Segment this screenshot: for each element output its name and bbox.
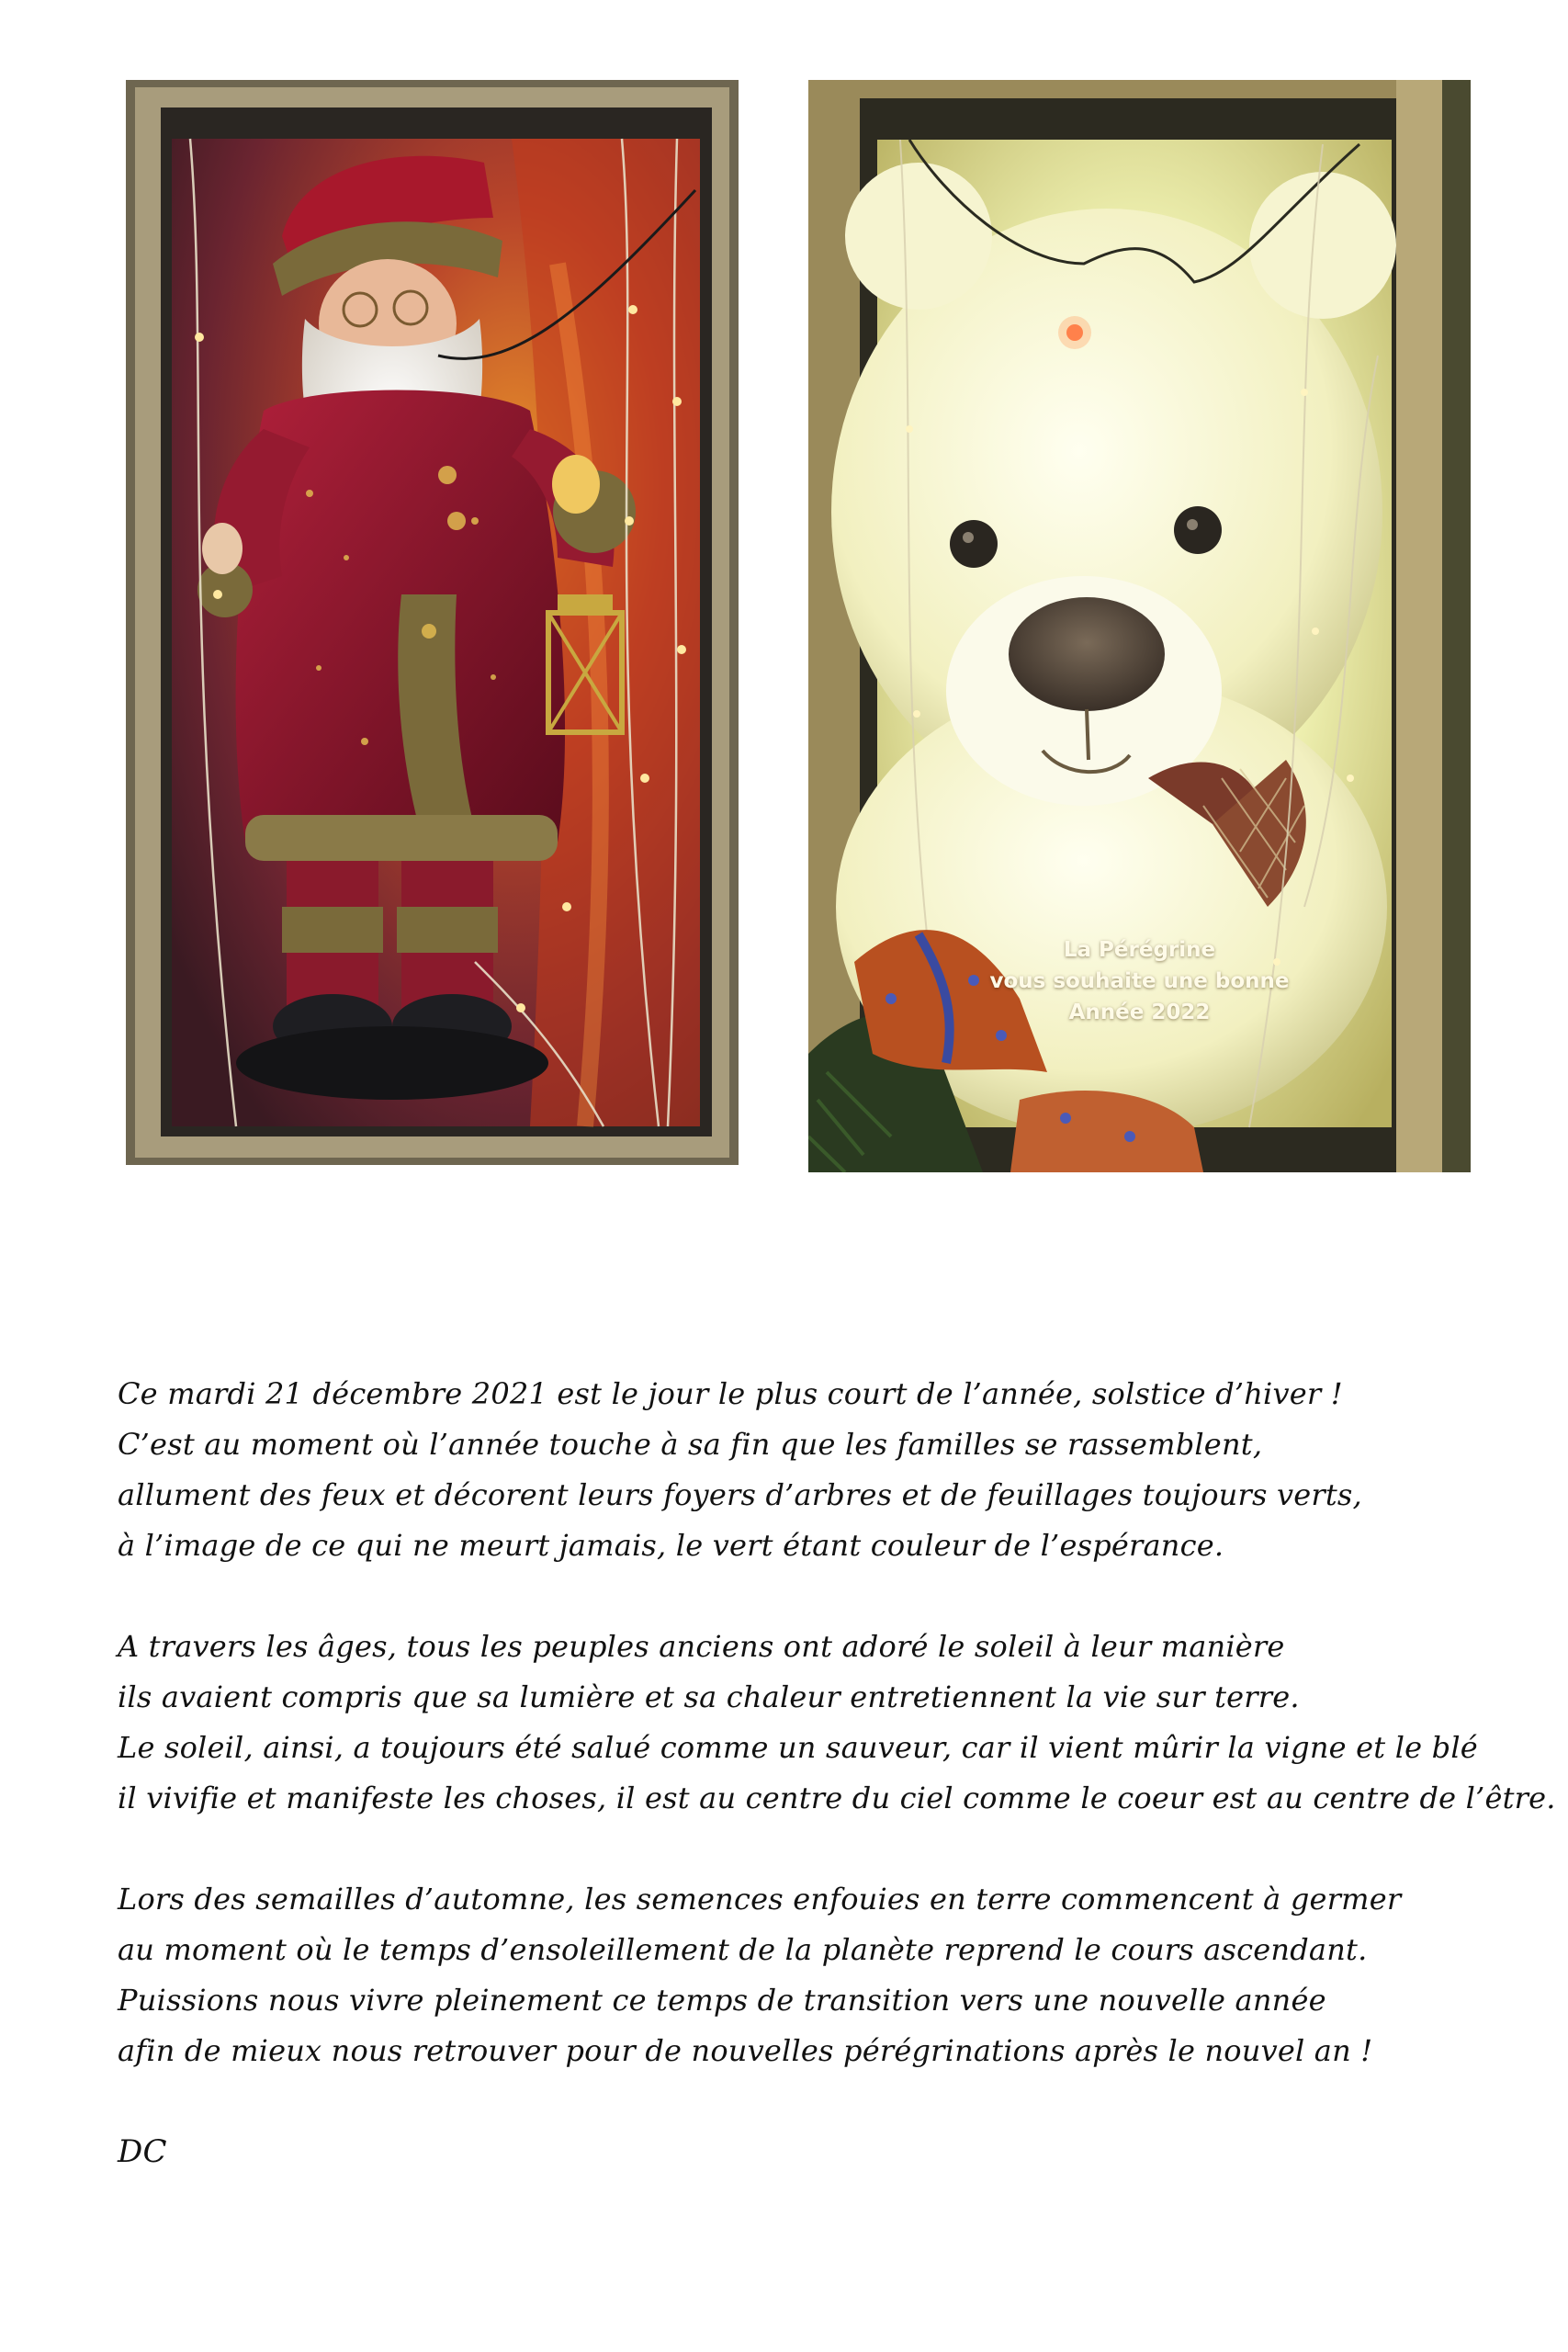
paragraph-solstice: [118, 1369, 1514, 1571]
text-line: A travers les âges, tous les peuples anciens ont adoré le soleil à leur manière: [118, 1629, 1285, 1664]
greeting-line: Année 2022: [1068, 1001, 1211, 1024]
letter-body: [118, 1369, 1556, 2177]
text-line: au moment où le temps d’ensoleillement de la planète reprend le cours ascendant.: [118, 1932, 1368, 1967]
signature: DC: [118, 2133, 167, 2170]
paragraph-sowing: [118, 1874, 1514, 2076]
photo-santa-claus: [126, 80, 739, 1165]
text-line: Ce mardi 21 décembre 2021 est le jour le plus court de l’année, solstice d’hiver !: [118, 1376, 1343, 1411]
greeting-line: La Pérégrine: [1063, 938, 1216, 962]
text-line: il vivifie et manifeste les choses, il est au centre du ciel comme le coeur est au centre de l’être.: [118, 1781, 1556, 1815]
paragraph-sun: [118, 1622, 1556, 1824]
text-line: allument des feux et décorent leurs foyers d’arbres et de feuillages toujours verts,: [118, 1477, 1362, 1512]
text-line: ils avaient compris que sa lumière et sa chaleur entretiennent la vie sur terre.: [118, 1679, 1300, 1714]
text-line: à l’image de ce qui ne meurt jamais, le vert étant couleur de l’espérance.: [118, 1528, 1224, 1563]
photo-teddy-bear: [808, 80, 1471, 1172]
greeting-line: vous souhaite une bonne: [989, 969, 1290, 993]
text-line: C’est au moment où l’année touche à sa fin que les familles se rassemblent,: [118, 1427, 1263, 1462]
text-line: afin de mieux nous retrouver pour de nouvelles pérégrinations après le nouvel an !: [118, 2033, 1373, 2068]
text-line: Lors des semailles d’automne, les semences enfouies en terre commencent à germer: [118, 1882, 1402, 1917]
text-line: Puissions nous vivre pleinement ce temps de transition vers une nouvelle année: [118, 1983, 1326, 2018]
greeting-caption: [808, 934, 1471, 1028]
santa-window-illustration: [126, 80, 739, 1165]
text-line: Le soleil, ainsi, a toujours été salué comme un sauveur, car il vient mûrir la vigne et le blé: [118, 1730, 1478, 1765]
